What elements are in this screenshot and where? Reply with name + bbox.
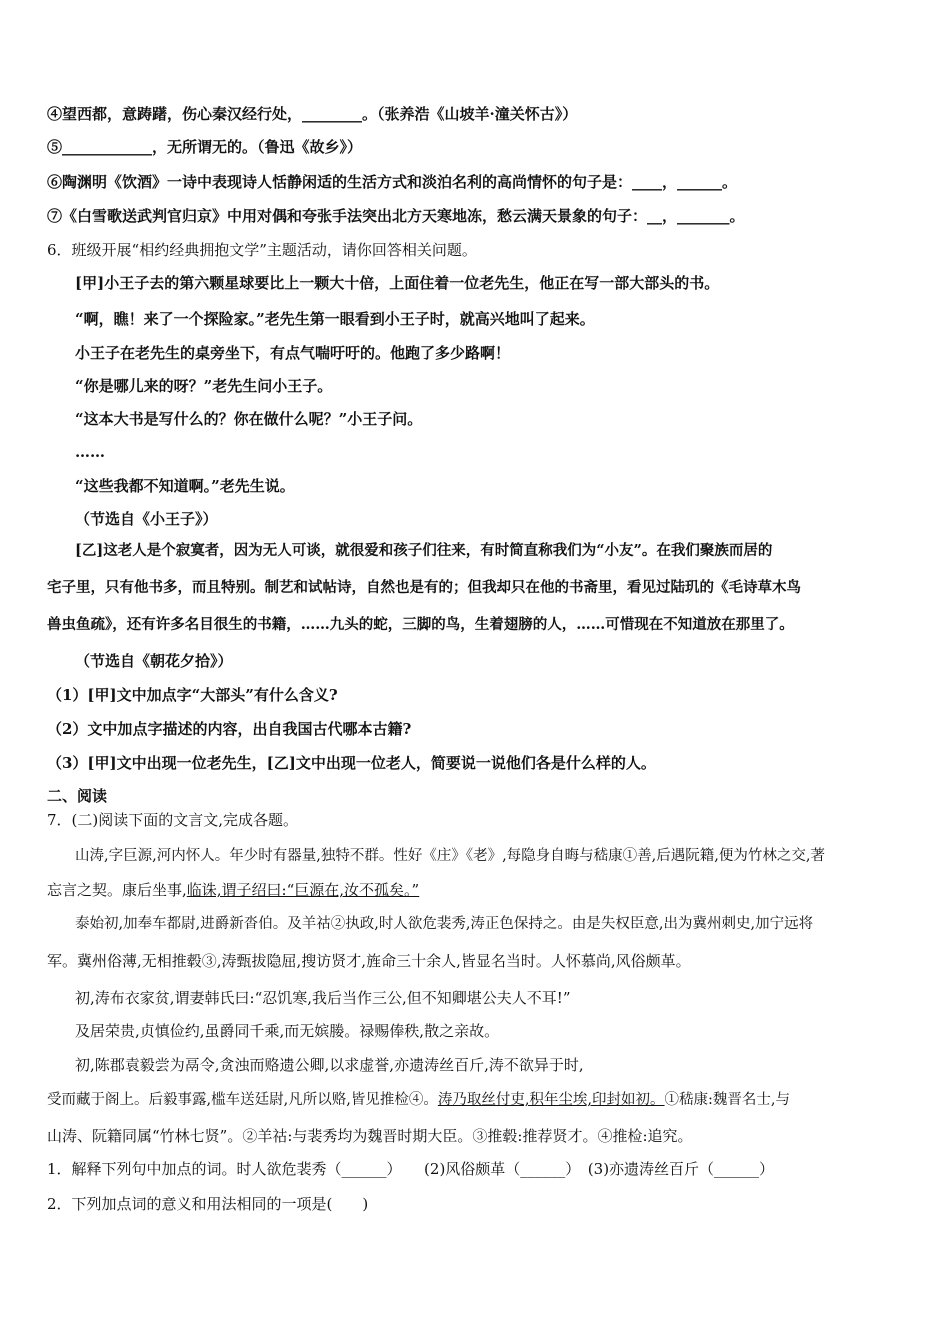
question-7-1: 1．解释下列句中加点的词。时人欲危裴秀（______） (2)风俗颇革（______） (3)亦遗涛丝百斤（______）	[47, 1160, 775, 1178]
classical-text-line: 及居荣贵,贞慎俭约,虽爵同千乘,而无嫔媵。禄赐俸秩,散之亲故。	[75, 1022, 500, 1040]
section-heading: 二、阅读	[47, 787, 108, 805]
classical-text-plain: 忘言之契。康后坐事,	[47, 881, 187, 899]
fill-blank-7: ⑦《白雪歌送武判官归京》中用对偶和夸张手法突出北方天寒地冻，愁云满天景象的句子：__，_______。	[47, 207, 745, 225]
passage-jia-line: “这些我都不知道啊。”老先生说。	[75, 477, 295, 495]
underlined-sentence: 涛乃取丝付吏,积年尘埃,印封如初。	[437, 1092, 665, 1108]
passage-jia-line: “啊，瞧！来了一个探险家。”老先生第一眼看到小王子时，就高兴地叫了起来。	[75, 310, 595, 328]
passage-jia-source: （节选自《小王子》）	[75, 510, 218, 528]
passage-jia-line: ……	[75, 443, 105, 461]
fill-blank-6: ⑥陶渊明《饮酒》一诗中表现诗人恬静闲适的生活方式和淡泊名利的高尚情怀的句子是：____，______。	[47, 173, 738, 191]
footnote-text: 山涛、阮籍同属“竹林七贤”。②羊祜:与裴秀均为魏晋时期大臣。③推毂:推荐贤才。④推检:追究。	[47, 1127, 693, 1145]
passage-jia-line: “这本大书是写什么的？你在做什么呢？”小王子问。	[75, 410, 423, 428]
passage-yi-line: [乙]这老人是个寂寞者，因为无人可谈，就很爱和孩子们往来，有时简直称我们为“小友”。在我们聚族而居的	[75, 542, 773, 559]
classical-text-line: 军。冀州俗薄,无相推毂③,涛甄拔隐屈,搜访贤才,旌命三十余人,皆显名当时。人怀慕尚,风俗颇革。	[47, 952, 691, 970]
passage-yi-line: 宅子里，只有他书多，而且特别。制艺和试帖诗，自然也是有的；但我却只在他的书斋里，看见过陆玑的《毛诗草木鸟	[47, 579, 801, 596]
question-6-title: 6．班级开展“相约经典拥抱文学”主题活动，请你回答相关问题。	[47, 241, 477, 259]
sub-question-3: （3）[甲]文中出现一位老先生，[乙]文中出现一位老人，简要说一说他们各是什么样的人。	[47, 754, 656, 772]
classical-text-line: 初,陈郡袁毅尝为鬲令,贪浊而赂遗公卿,以求虚誉,亦遗涛丝百斤,涛不欲异于时,	[75, 1056, 584, 1074]
passage-yi-source: （节选自《朝花夕拾》）	[75, 652, 233, 670]
passage-yi-line: 兽虫鱼疏》，还有许多名目很生的书籍，……九头的蛇，三脚的鸟，生着翅膀的人，……可惜现在不知道放在那里了。	[47, 616, 794, 633]
sub-question-1: （1）[甲]文中加点字“大部头”有什么含义?	[47, 686, 338, 704]
classical-text-plain: 受而藏于阁上。后毅事露,槛车送廷尉,凡所以赂,皆见推检④。	[47, 1092, 438, 1108]
classical-text-line	[47, 880, 419, 900]
classical-text-line: 泰始初,加奉车都尉,进爵新沓伯。及羊祜②执政,时人欲危裴秀,涛正色保持之。由是失权臣意,出为冀州刺史,加宁远将	[75, 916, 814, 932]
classical-text-line: 山涛,字巨源,河内怀人。年少时有器量,独特不群。性好《庄》《老》,每隐身自晦与嵇康①善,后遇阮籍,便为竹林之交,著	[75, 848, 826, 864]
classical-text-line: 初,涛布衣家贫,谓妻韩氏曰:“忍饥寒,我后当作三公,但不知卿堪公夫人不耳!”	[75, 989, 571, 1007]
passage-jia-line: [甲]小王子去的第六颗星球要比上一颗大十倍，上面住着一位老先生，他正在写一部大部头的书。	[75, 274, 720, 292]
underlined-sentence: 临诛,谓子绍曰:“巨源在,汝不孤矣。”	[186, 881, 420, 899]
question-7-2: 2．下列加点词的意义和用法相同的一项是( )	[47, 1195, 369, 1213]
question-7-title: 7．(二)阅读下面的文言文,完成各题。	[47, 811, 299, 829]
passage-jia-line: 小王子在老先生的桌旁坐下，有点气喘吁吁的。他跑了多少路啊！	[75, 344, 511, 362]
fill-blank-4: ④望西都，意踌躇，伤心秦汉经行处，________。（张养浩《山坡羊·潼关怀古》）	[47, 105, 578, 123]
sub-question-2: （2）文中加点字描述的内容，出自我国古代哪本古籍?	[47, 720, 412, 738]
classical-text-line	[47, 1090, 790, 1110]
footnote-text: ①嵇康:魏晋名士,与	[664, 1092, 791, 1108]
fill-blank-5: ⑤____________，无所谓无的。（鲁迅《故乡》）	[47, 138, 363, 156]
passage-jia-line: “你是哪儿来的呀？”老先生问小王子。	[75, 377, 333, 395]
